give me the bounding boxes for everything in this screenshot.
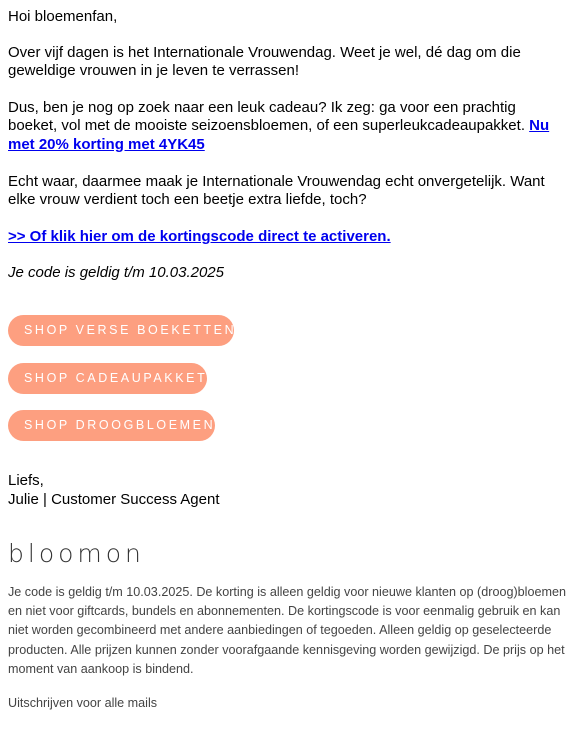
shop-boeketten-button[interactable]: SHOP VERSE BOEKETTEN — [8, 315, 234, 346]
offer-text: Dus, ben je nog op zoek naar een leuk cadeau? Ik zeg: ga voor een prachtig boeket, vol met de mooiste seizoensbloemen, of een superleukcadeaupakket. — [8, 99, 530, 135]
closing-paragraph: Echt waar, daarmee maak je Internationale Vrouwendag echt onvergetelijk. Want elke vrouw verdient toch een beetje extra liefde, toch? — [8, 173, 545, 209]
greeting: Hoi bloemenfan, — [8, 8, 118, 25]
discount-code-link[interactable]: Nu met 20% korting met 4YK45 — [8, 117, 550, 153]
signoff: Liefs, — [8, 472, 44, 489]
unsubscribe-link[interactable]: Uitschrijven voor alle mails — [8, 696, 158, 710]
activate-code-link[interactable]: >> Of klik hier om de kortingscode direct te activeren. — [8, 228, 391, 245]
offer-paragraph — [8, 99, 568, 154]
activate-paragraph — [8, 228, 568, 246]
shop-droogbloemen-button[interactable]: SHOP DROOGBLOEMEN — [8, 410, 215, 441]
intro-paragraph: Over vijf dagen is het Internationale Vrouwendag. Weet je wel, dé dag om die geweldige vrouwen in je leven te verrassen! — [8, 44, 521, 80]
disclaimer-text: Je code is geldig t/m 10.03.2025. De korting is alleen geldig voor nieuwe klanten op (droog)bloemen en niet voor giftcards, bundels en abonnementen. De kortingscode is voor eenmalig gebruik en kan niet worden gecombineerd met andere aanbiedingen of tegoeden. Alleen geldig op geselecteerde producten. Alle prijzen kunnen zonder voorafgaande kennisgeving worden gewijzigd. De prijs op het moment van aankoop is bindend. — [8, 585, 566, 676]
bloomon-logo: bloomon — [8, 539, 145, 568]
validity-text: Je code is geldig t/m 10.03.2025 — [8, 264, 224, 281]
signature: Julie | Customer Success Agent — [8, 491, 220, 508]
shop-cadeaupakket-button[interactable]: SHOP CADEAUPAKKET — [8, 363, 207, 394]
